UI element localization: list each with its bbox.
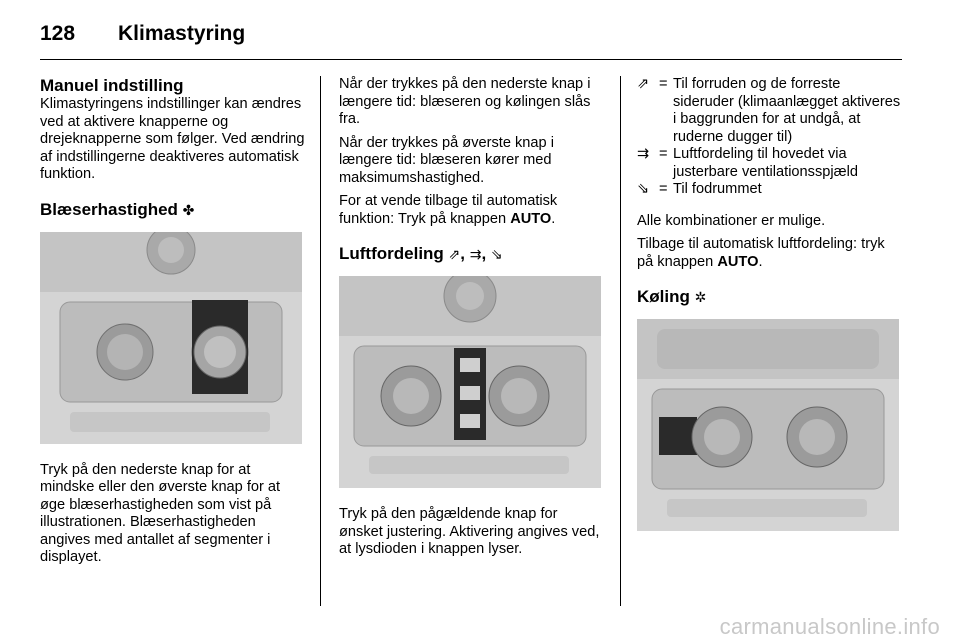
windscreen-airflow-icon: ⇗ <box>448 246 461 262</box>
auto-distribution-paragraph: Tilbage til automatisk luftfordeling: tryk på knappen AUTO. <box>637 236 885 270</box>
auto-return-paragraph: For at vende tilbage til automatisk funktion: Tryk på knappen AUTO. <box>339 193 558 227</box>
head-airflow-icon: ⇉ <box>469 246 482 262</box>
definition-windscreen: ⇗ = Til forruden og de forreste sideruder (klimaanlægget aktiveres i baggrunden for at undgå, at ruderne dugger til) <box>637 76 901 145</box>
head-airflow-icon: ⇉ <box>637 146 650 162</box>
cooling-illustration <box>637 319 899 531</box>
air-paragraph: Tryk på den pågældende knap for ønsket justering. Aktivering angives ved, at lysdioden i knappen lyser. <box>339 506 600 557</box>
column-1 <box>40 76 305 573</box>
windscreen-airflow-icon: ⇗ <box>637 76 650 92</box>
definition-head: ⇉ = Luftfordeling til hovedet via justerbare ventilationsspjæld <box>637 146 858 180</box>
definition-footwell: ⇘ = Til fodrummet <box>637 181 762 197</box>
snowflake-icon: ✲ <box>694 289 707 305</box>
footwell-airflow-icon: ⇘ <box>490 246 503 262</box>
page-header <box>40 22 245 46</box>
fan-paragraph: Tryk på den nederste knap for at mindske eller den øverste knap for at øge blæserhastigheden som vist på illustrationen. Blæserhastigheden angives med antallet af segmenter i displayet. <box>40 461 281 565</box>
column-divider-1 <box>320 76 321 606</box>
fan-control-illustration <box>40 232 302 444</box>
chapter-title: Klimastyring <box>118 22 246 45</box>
air-definitions <box>637 76 903 199</box>
column-3 <box>637 76 903 531</box>
section-heading-manual: Manuel indstilling <box>40 76 184 95</box>
column-divider-2 <box>620 76 621 606</box>
air-distribution-illustration <box>339 276 601 488</box>
combinations-paragraph: Alle kombinationer er mulige. <box>637 212 826 229</box>
bottom-button-paragraph: Når der trykkes på den nederste knap i længere tid: blæseren og kølingen slås fra. <box>339 76 591 127</box>
section-heading-fan: Blæserhastighed ✤ <box>40 199 195 219</box>
footwell-airflow-icon: ⇘ <box>637 181 650 197</box>
intro-paragraph: Klimastyringens indstillinger kan ændres ved at aktivere knapperne og drejeknapperne som følger. Ved ændring af indstillingerne deaktiveres automatisk funktion. <box>40 96 305 182</box>
section-heading-air: Luftfordeling ⇗, ⇉, ⇘ <box>339 244 503 263</box>
top-button-paragraph: Når der trykkes på øverste knap i længere tid: blæseren kører med maksimumshastighed. <box>339 134 554 186</box>
fan-icon: ✤ <box>182 201 195 218</box>
column-2 <box>339 76 604 565</box>
section-heading-cooling: Køling ✲ <box>637 287 707 306</box>
page-number: 128 <box>40 22 76 45</box>
watermark: carmanualsonline.info <box>719 614 940 639</box>
header-rule <box>40 59 902 60</box>
